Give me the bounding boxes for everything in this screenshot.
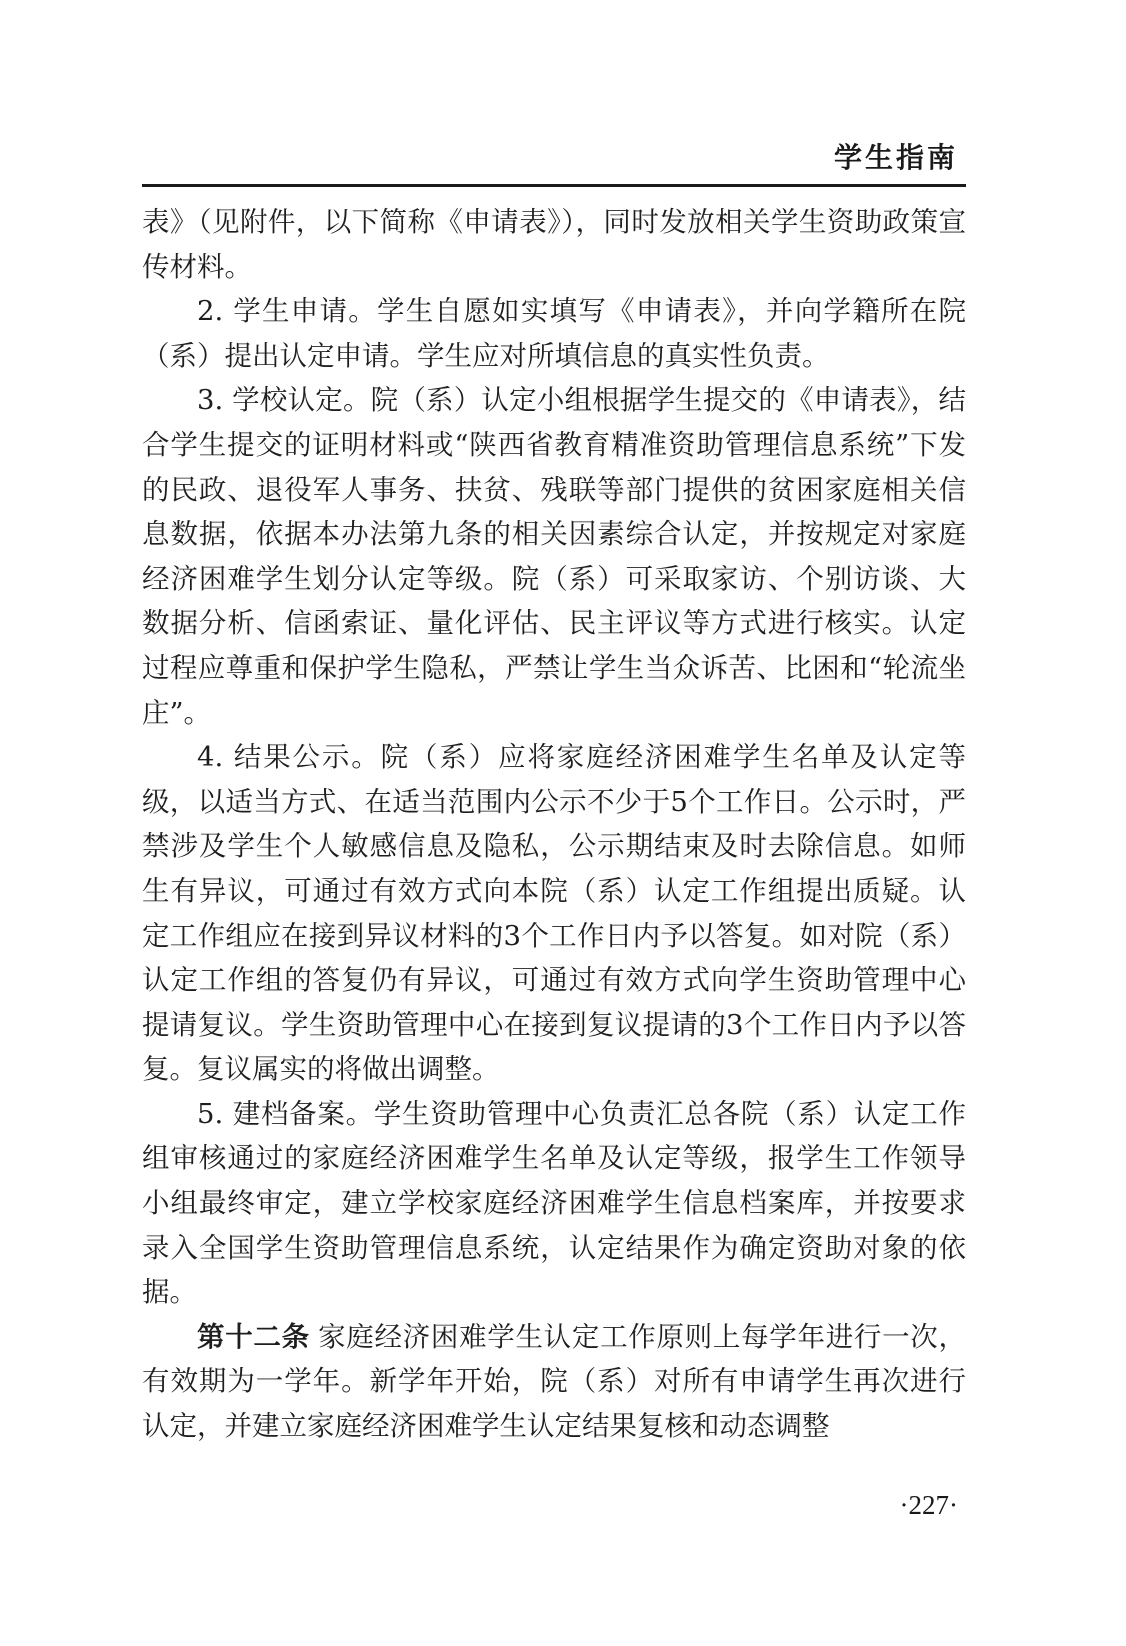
article-label: 第十二条 [197, 1320, 310, 1353]
page-number: ·227· [899, 1490, 958, 1520]
paragraph-continuation: 表》（见附件，以下简称《申请表》），同时发放相关学生资助政策宣传材料。 [142, 206, 966, 283]
article-text: 家庭经济困难学生认定工作原则上每学年进行一次，有效期为一学年。新学年开始，院（系）对所有申请学生再次进行认定，并建立家庭经济困难学生认定结果复核和动态调整 [142, 1320, 967, 1443]
body-text [142, 200, 966, 1449]
paragraph-step-4: 4. 结果公示。院（系）应将家庭经济困难学生名单及认定等级，以适当方式、在适当范围内公示不少于5个工作日。公示时，严禁涉及学生个人敏感信息及隐私，公示期结束及时去除信息。如师生有异议，可通过有效方式向本院（系）认定工作组提出质疑。认定工作组应在接到异议材料的3个工作日内予以答复。如对院（系）认定工作组的答复仍有异议，可通过有效方式向学生资助管理中心提请复议。学生资助管理中心在接到复议提请的3个工作日内予以答复。复议属实的将做出调整。 [142, 741, 966, 1086]
paragraph-step-2: 2. 学生申请。学生自愿如实填写《申请表》，并向学籍所在院（系）提出认定申请。学生应对所填信息的真实性负责。 [142, 295, 966, 372]
paragraph-step-5: 5. 建档备案。学生资助管理中心负责汇总各院（系）认定工作组审核通过的家庭经济困难学生名单及认定等级，报学生工作领导小组最终审定，建立学校家庭经济困难学生信息档案库，并按要求录入全国学生资助管理信息系统，认定结果作为确定资助对象的依据。 [142, 1097, 966, 1309]
running-head-title: 学生指南 [833, 141, 958, 174]
paragraph-article-12 [142, 1315, 966, 1449]
paragraph-step-3: 3. 学校认定。院（系）认定小组根据学生提交的《申请表》，结合学生提交的证明材料或“陕西省教育精准资助管理信息系统”下发的民政、退役军人事务、扶贫、残联等部门提供的贫困家庭相关信息数据，依据本办法第九条的相关因素综合认定，并按规定对家庭经济困难学生划分认定等级。院（系）可采取家访、个别访谈、大数据分析、信函索证、量化评估、民主评议等方式进行核实。认定过程应尊重和保护学生隐私，严禁让学生当众诉苦、比困和“轮流坐庄”。 [142, 384, 966, 729]
header-rule [142, 184, 966, 187]
